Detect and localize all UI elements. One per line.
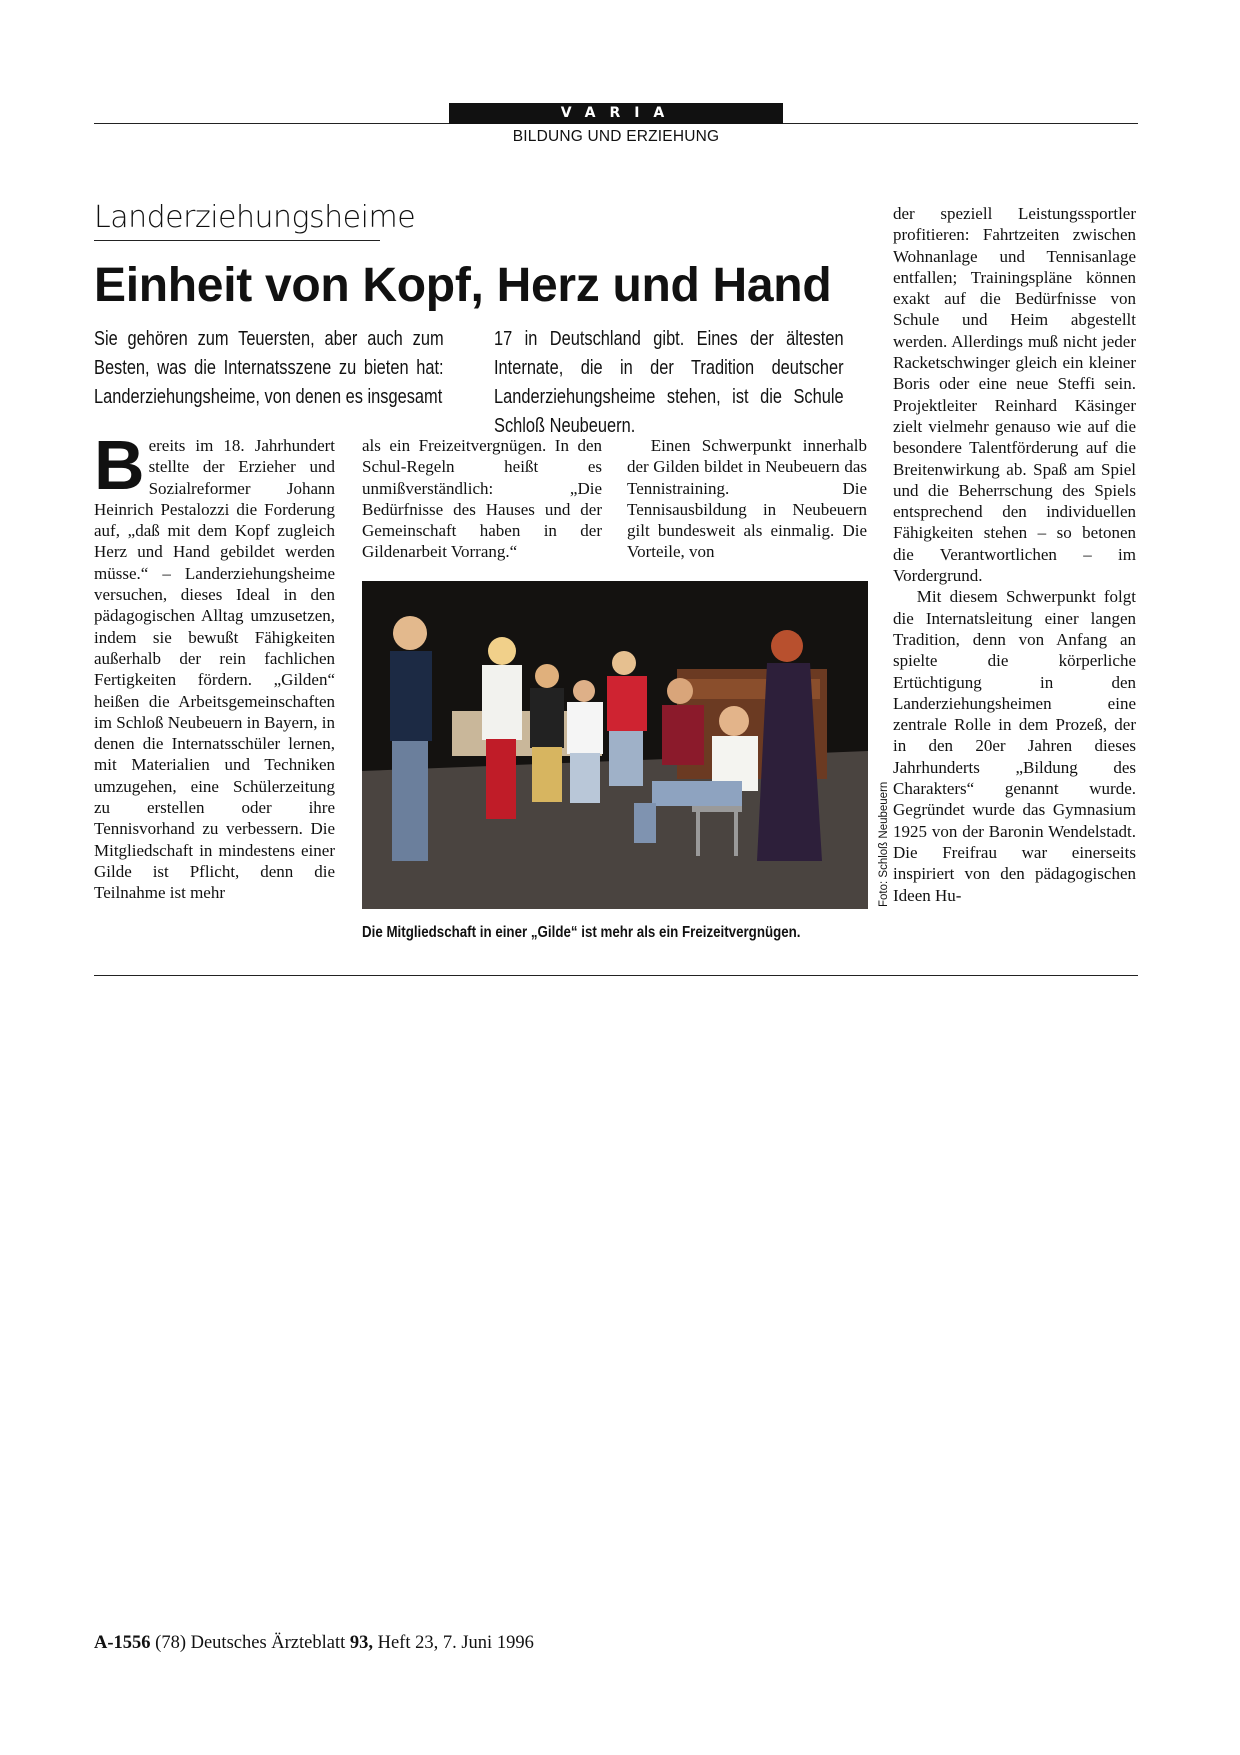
page-sequence: (78) — [155, 1633, 186, 1653]
lead-text-left: Sie gehören zum Teuersten, aber auch zum Besten, was die Internatsszene zu bieten hat: Landerziehungsheime, von denen es insgesamt — [94, 327, 444, 408]
column-1-text: ereits im 18. Jahrhundert stellte der Erzieher und Sozialreformer Johann Heinrich Pestalozzi die Forderung auf, „daß mit dem Kopf zugleich Herz und Hand gebildet werden müsse.“ – Landerziehungsheime versuchen, dieses Ideal in den pädagogischen Alltag umzusetzen, indem sie bewußt Fähigkeiten außerhalb der rein fachlichen Fertigkeiten fördern. „Gilden“ heißen die Arbeitsgemeinschaften im Schloß Neubeuern in Bayern, in denen die Internatsschüler lernen, mit Materialien und Techniken umzugehen, eine Schülerzeitung zu erstellen oder ihre Tennisvorhand zu verbessern. Die Mitgliedschaft in mindestens einer Gilde ist Pflicht, denn die Teilnahme ist mehr — [94, 436, 335, 903]
photo-credit: Foto: Schloß Neubeuern — [878, 781, 890, 907]
body-column-3 — [627, 435, 867, 563]
journal-volume: 93, — [349, 1633, 373, 1653]
column-4-paragraph-1: der speziell Leistungssportler profitieren: Fahrtzeiten zwischen Wohnanlage und Tennisanlage entfallen; Trainingspläne können exakt auf die Bedürfnisse von Schule und Heim abgestellt werden. Allerdings muß nicht jeder Racketschwinger gleich ein kleiner Boris oder eine neue Steffi sein. Projektleiter Reinhard Käsinger zielt vielmehr genauso wie auf die besondere Talentförderung auf die Breitenwirkung ab. Spaß am Spiel und die Beherrschung des Spiels entsprechend den individuellen Fähigkeiten stehen – so betonen die Verantwortlichen – im Vordergrund. — [893, 204, 1136, 586]
issue-info: Heft 23, 7. Juni 1996 — [377, 1633, 534, 1653]
article-photo — [362, 581, 868, 909]
body-column-4 — [893, 203, 1136, 906]
photo-illustration — [362, 581, 868, 909]
lead-text-right: 17 in Deutschland gibt. Eines der ältesten Internate, die in der Tradition deutscher Landerziehungsheime stehen, ist die Schule Schloß Neubeuern. — [494, 327, 844, 437]
column-4-paragraph-2: Mit diesem Schwerpunkt folgt die Internatsleitung einer langen Tradition, denn von Anfang an spielte die körperliche Ertüchtigung in den Landerziehungsheimen eine zentrale Rolle in dem Prozeß, der in den 20er Jahren dieses Jahrhunderts „Bildung des Charakters“ genannt wurde. Gegründet wurde das Gymnasium 1925 von der Baronin Wendelstadt. Die Freifrau war einerseits inspiriert von den pädagogischen Ideen Hu- — [893, 587, 1136, 905]
article-bottom-rule — [94, 975, 1138, 976]
page-number: A-1556 — [94, 1633, 151, 1653]
body-column-1 — [94, 426, 335, 904]
journal-name: Deutsches Ärzteblatt — [190, 1633, 346, 1653]
column-3-text: Einen Schwerpunkt innerhalb der Gilden bildet in Neubeuern das Tennistraining. Die Tennisausbildung in Neubeuern gilt bundesweit als einmalig. Die Vorteile, von — [627, 436, 867, 562]
drop-cap: B — [94, 426, 145, 504]
subsection-label: BILDUNG UND ERZIEHUNG — [512, 128, 720, 145]
article-kicker: Landerziehungsheime — [94, 200, 416, 235]
body-column-2 — [362, 435, 602, 563]
photo-caption: Die Mitgliedschaft in einer „Gilde“ ist mehr als ein Freizeitvergnügen. — [362, 924, 801, 941]
article-headline: Einheit von Kopf, Herz und Hand — [94, 259, 832, 312]
page-footer — [94, 1633, 534, 1654]
section-label: VARIA — [449, 103, 783, 124]
column-2-text: als ein Freizeitvergnügen. In den Schul-Regeln heißt es unmißverständlich: „Die Bedürfnisse des Hauses und der Gemeinschaft haben in der Gildenarbeit Vorrang.“ — [362, 436, 602, 562]
kicker-underline — [94, 240, 380, 241]
